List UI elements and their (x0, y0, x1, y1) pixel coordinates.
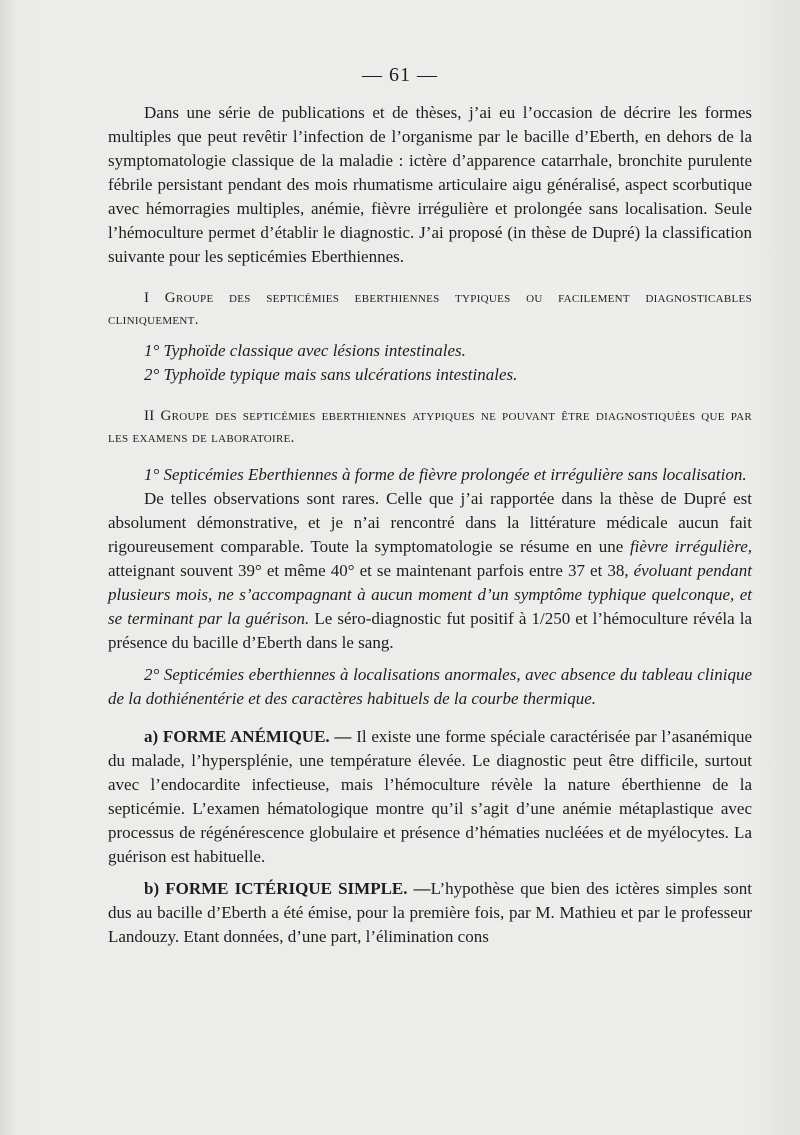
form-icterique-paragraph: b) FORME ICTÉRIQUE SIMPLE. —L’hypothèse que bien des ictères simples sont dus au bacille d’Eberth a été émise, pour la première fois, par M. Mathieu et par le professeur Landouzy. Etant données, d’une part, l’élimination cons (108, 879, 752, 946)
form-icterique-label: b) FORME ICTÉRIQUE SIMPLE. — (144, 879, 431, 898)
page-body (108, 101, 752, 949)
subsection-2-title: 2° Septicémies eberthiennes à localisations anormales, avec absence du tableau clinique de la dothiénentérie et des caractères habituels de la courbe thermique. (108, 665, 752, 708)
subsection-1-title: 1° Septicémies Eberthiennes à forme de fièvre prolongée et irrégulière sans localisation. (144, 465, 747, 484)
group-1-heading: I Groupe des septicémies eberthiennes typiques ou facilement diagnosticables cliniquement. (108, 290, 752, 328)
page-number: — 61 — (362, 64, 438, 86)
intro-paragraph: Dans une série de publications et de thèses, j’ai eu l’occasion de décrire les formes multiples que peut revêtir l’infection de l’organisme par le bacille d’Eberth, en dehors de la symptomatologie classique de la maladie : ictère d’apparence catarrhale, bronchite purulente fébrile persistant pendant des mois rhumatisme articulaire aigu généralisé, aspect scorbutique avec hémorragies multiples, anémie, fièvre irrégulière et prolongée sans localisation. Seule l’hémoculture permet d’établir le diagnostic. J’ai proposé (in thèse de Dupré) la classification suivante pour les septicémies Eberthiennes. (108, 103, 752, 266)
group-2-heading: II Groupe des septicémies eberthiennes atypiques ne pouvant être diagnostiquées que par les examens de laboratoire. (108, 408, 752, 446)
form-anemique-label: a) FORME ANÉMIQUE. — (144, 727, 352, 746)
group-1-item-2: 2° Typhoïde typique mais sans ulcérations intestinales. (144, 365, 518, 384)
group-1-item-1: 1° Typhoïde classique avec lésions intestinales. (144, 341, 466, 360)
form-anemique-paragraph: a) FORME ANÉMIQUE. — Il existe une forme spéciale caractérisée par l’asanémique du malade, l’hypersplénie, une température élevée. Le diagnostic peut être difficile, surtout avec l’endocardite infectieuse, mais l’hémoculture révèle la nature éberthienne de la septicémie. L’examen hématologique montre qu’il s’agit d’une anémie métaplastique avec processus de régénérescence globulaire et présence d’hématies nucléées et de myélocytes. La guérison est habituelle. (108, 727, 752, 866)
subsection-1-paragraph: De telles observations sont rares. Celle que j’ai rapportée dans la thèse de Dupré est absolument démonstrative, et je n’ai rencontré dans la littérature médicale aucun fait rigoureusement comparable. Toute la symptomatologie se résume en une fièvre irrégulière, atteignant souvent 39° et même 40° et se maintenant parfois entre 37 et 38, évoluant pendant plusieurs mois, ne s’accompagnant à aucun moment d’un symptôme typhique quelconque, et se terminant par la guérison. Le séro-diagnostic fut positif à 1/250 et l’hémoculture révéla la présence du bacille d’Eberth dans le sang. (108, 489, 753, 652)
